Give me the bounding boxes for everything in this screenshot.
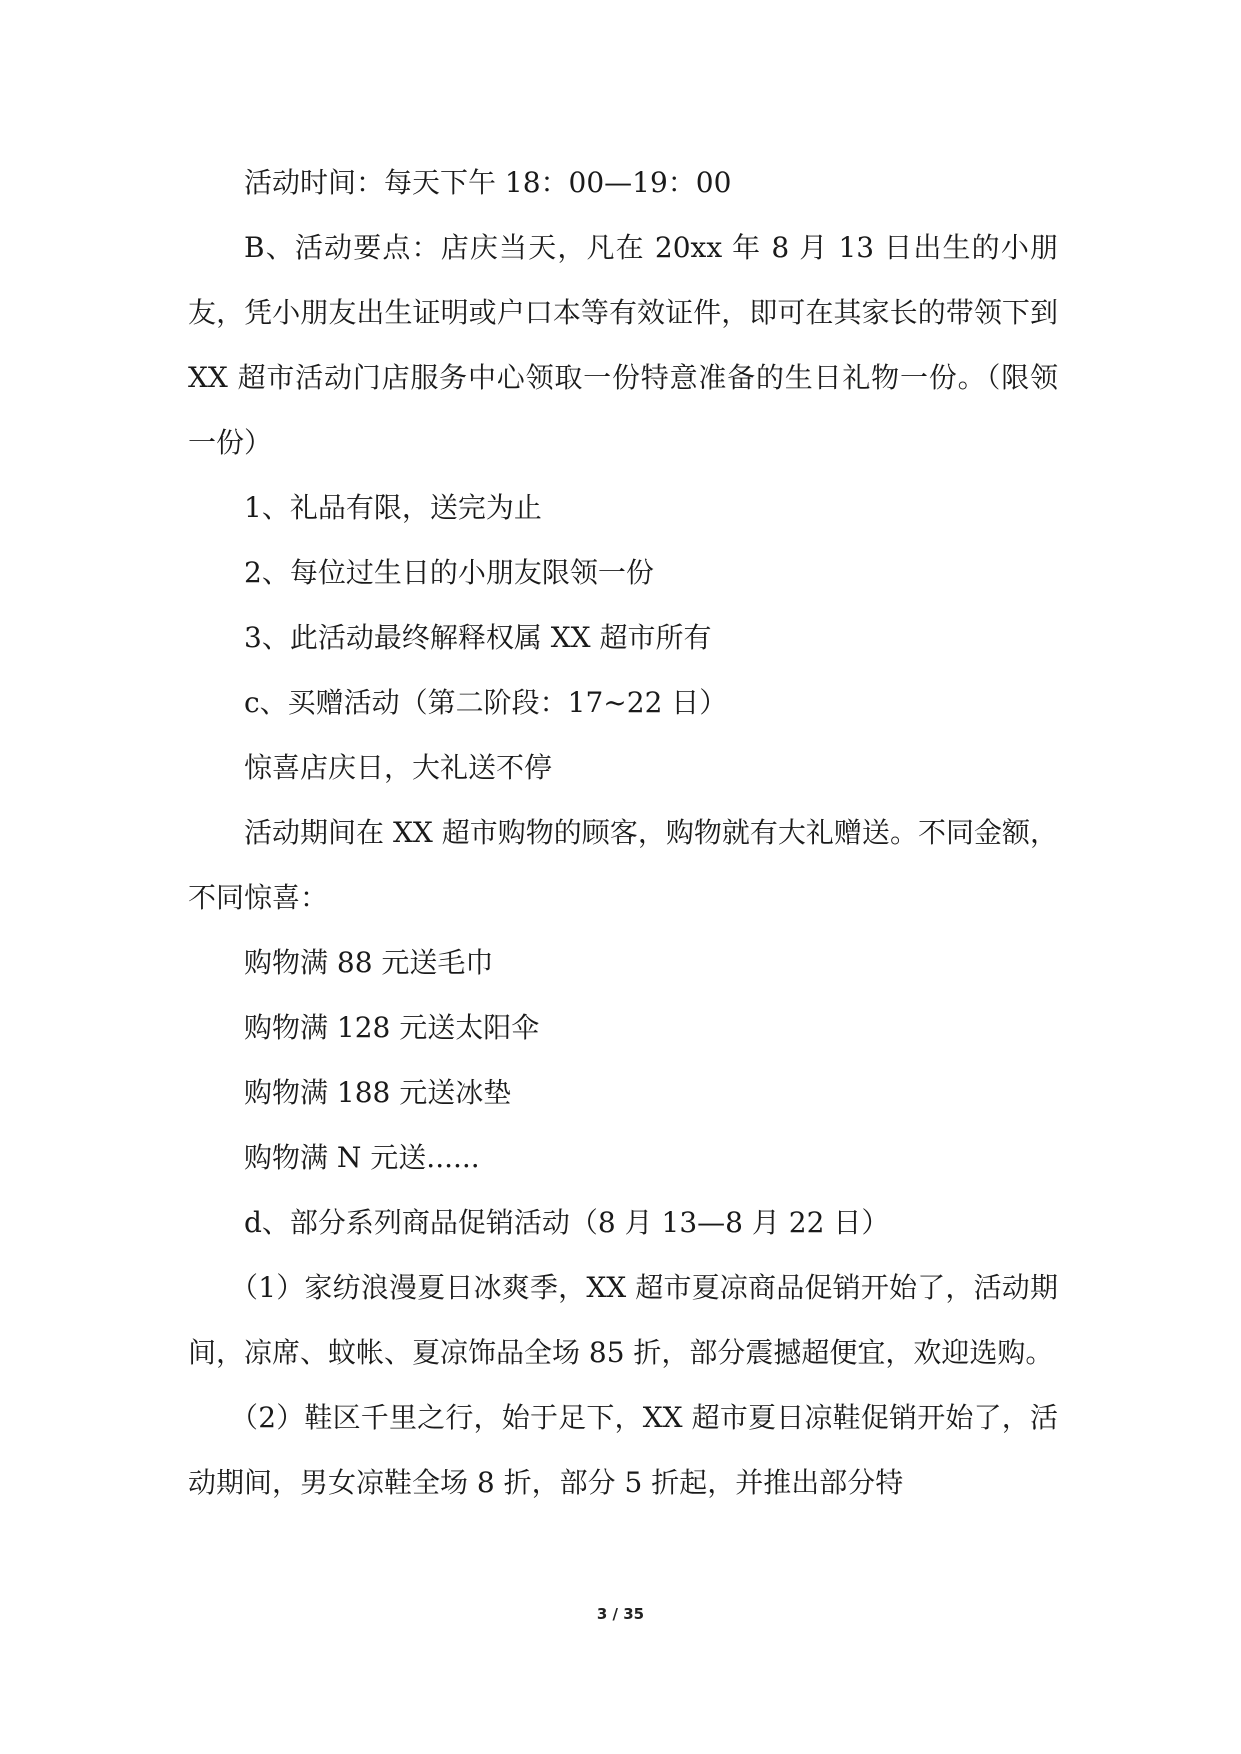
paragraph-promo-textile: （1）家纺浪漫夏日冰爽季，XX 超市夏凉商品促销开始了，活动期间，凉席、蚊帐、夏凉饰品全场 85 折，部分震撼超便宜，欢迎选购。 xyxy=(188,1271,1058,1369)
paragraph-slogan: 惊喜店庆日，大礼送不停 xyxy=(244,751,553,784)
paragraph-activity-d: d、部分系列商品促销活动（8 月 13—8 月 22 日） xyxy=(244,1206,890,1239)
list-item-gift-n: 购物满 N 元送...... xyxy=(244,1141,480,1174)
paragraph-gift-intro: 活动期间在 XX 超市购物的顾客，购物就有大礼赠送。不同金额，不同惊喜： xyxy=(188,816,1058,914)
list-item-gift-128: 购物满 128 元送太阳伞 xyxy=(244,1011,540,1044)
list-item-rule-3: 3、此活动最终解释权属 XX 超市所有 xyxy=(244,621,712,654)
paragraph-activity-b: B、活动要点：店庆当天，凡在 20xx 年 8 月 13 日出生的小朋友，凭小朋友出生证明或户口本等有效证件，即可在其家长的带领下到 XX 超市活动门店服务中心领取一份特意准备的生日礼物一份。（限领一份） xyxy=(188,231,1058,459)
list-item-gift-188: 购物满 188 元送冰垫 xyxy=(244,1076,512,1109)
page-number: 3 / 35 xyxy=(596,1605,645,1623)
list-item-gift-88: 购物满 88 元送毛巾 xyxy=(244,946,494,979)
list-item-rule-2: 2、每位过生日的小朋友限领一份 xyxy=(244,556,654,589)
paragraph-activity-c: c、买赠活动（第二阶段：17~22 日） xyxy=(244,686,728,719)
paragraph-activity-time: 活动时间：每天下午 18：00—19：00 xyxy=(244,166,732,199)
paragraph-promo-shoes: （2）鞋区千里之行，始于足下，XX 超市夏日凉鞋促销开始了，活动期间，男女凉鞋全场 8 折，部分 5 折起，并推出部分特 xyxy=(188,1401,1058,1499)
list-item-rule-1: 1、礼品有限，送完为止 xyxy=(244,491,542,524)
document-body xyxy=(188,150,1058,1515)
